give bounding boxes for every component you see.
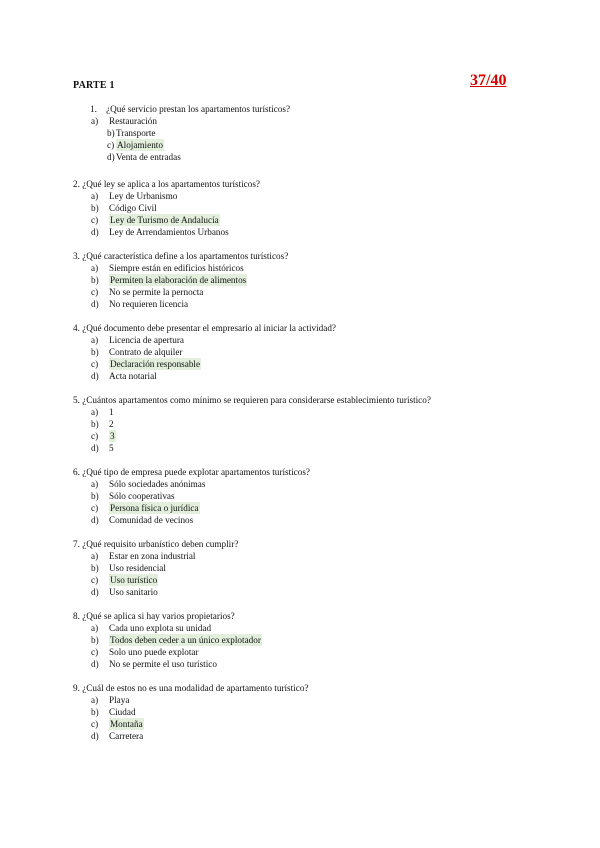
option-text: Siempre están en edificios históricos bbox=[109, 263, 244, 273]
option-text: Acta notarial bbox=[109, 371, 157, 381]
part-heading: PARTE 1 bbox=[73, 80, 115, 91]
question-text bbox=[73, 538, 238, 550]
option-text: Comunidad de vecinos bbox=[109, 515, 194, 525]
option-text: Sólo sociedades anónimas bbox=[109, 479, 206, 489]
option-text: No se permite la pernocta bbox=[109, 287, 204, 297]
option-text: No se permite el uso turístico bbox=[109, 659, 217, 669]
option-label: c) bbox=[91, 359, 99, 369]
option-label: a) bbox=[91, 695, 99, 705]
option-label: c) bbox=[91, 575, 99, 585]
option-text: Uso residencial bbox=[109, 563, 166, 573]
option-label: b) bbox=[91, 275, 99, 285]
option-label: c) bbox=[107, 140, 115, 150]
option-text: Ley de Urbanismo bbox=[109, 191, 178, 201]
option-label: b) bbox=[91, 635, 99, 645]
option-label: c) bbox=[91, 287, 99, 297]
option-label: c) bbox=[91, 647, 99, 657]
question-text bbox=[73, 250, 288, 262]
option-label: d) bbox=[91, 587, 99, 597]
question-prompt: ¿Qué se aplica si hay varios propietarios? bbox=[82, 611, 235, 621]
option-text: Ciudad bbox=[109, 707, 136, 717]
option-text-selected: Ley de Turismo de Andalucía bbox=[110, 215, 219, 225]
question-number: 8. bbox=[73, 611, 80, 621]
option-label: d) bbox=[91, 443, 99, 453]
option-label: a) bbox=[91, 116, 99, 126]
question-text bbox=[73, 466, 310, 478]
option-label: d) bbox=[91, 515, 99, 525]
option-label: d) bbox=[91, 227, 99, 237]
question-number: 4. bbox=[73, 323, 80, 333]
question-number: 5. bbox=[73, 395, 80, 405]
option-label: b) bbox=[91, 203, 99, 213]
option-label: b) bbox=[91, 707, 99, 717]
option-label: d) bbox=[91, 731, 99, 741]
option-label: a) bbox=[91, 191, 99, 201]
option-text: Contrato de alquiler bbox=[109, 347, 183, 357]
option-text: Licencia de apertura bbox=[109, 335, 184, 345]
option-label: b) bbox=[91, 347, 99, 357]
option-label: b) bbox=[91, 491, 99, 501]
option-label: b) bbox=[107, 128, 115, 138]
option-text-selected: Alojamiento bbox=[117, 140, 163, 150]
question-prompt: ¿Qué requisito urbanístico deben cumplir? bbox=[82, 539, 239, 549]
question-text bbox=[73, 682, 309, 694]
question-text bbox=[73, 394, 431, 406]
option-text: 2 bbox=[109, 419, 114, 429]
question-prompt: ¿Cuál de estos no es una modalidad de apartamento turístico? bbox=[82, 683, 309, 693]
option-text: Cada uno explota su unidad bbox=[109, 623, 212, 633]
option-label: d) bbox=[91, 659, 99, 669]
question-prompt: ¿Qué tipo de empresa puede explotar apartamentos turísticos? bbox=[82, 467, 311, 477]
option-text-selected: Permiten la elaboración de alimentos bbox=[110, 275, 247, 285]
option-label: c) bbox=[91, 215, 99, 225]
option-text-selected: Uso turístico bbox=[110, 575, 158, 585]
question-number: 6. bbox=[73, 467, 80, 477]
question-number: 7. bbox=[73, 539, 80, 549]
option-label: b) bbox=[91, 563, 99, 573]
option-text-selected: Montaña bbox=[110, 719, 143, 729]
option-text: Uso sanitario bbox=[109, 587, 158, 597]
option-text: Venta de entradas bbox=[116, 152, 181, 162]
option-label: a) bbox=[91, 335, 99, 345]
option-text: Estar en zona industrial bbox=[109, 551, 196, 561]
option-text-selected: 3 bbox=[110, 431, 115, 441]
option-text-selected: Declaración responsable bbox=[110, 359, 201, 369]
option-text: Ley de Arrendamientos Urbanos bbox=[109, 227, 229, 237]
option-text: Playa bbox=[109, 695, 130, 705]
option-label: d) bbox=[91, 371, 99, 381]
question-number: 9. bbox=[73, 683, 80, 693]
question-text bbox=[73, 610, 235, 622]
option-text: Carretera bbox=[109, 731, 144, 741]
question-prompt: ¿Qué servicio prestan los apartamentos turísticos? bbox=[106, 104, 291, 114]
option-label: a) bbox=[91, 551, 99, 561]
option-text: 1 bbox=[109, 407, 114, 417]
option-label: a) bbox=[91, 479, 99, 489]
question-prompt: ¿Qué ley se aplica a los apartamentos turísticos? bbox=[82, 179, 261, 189]
option-label: a) bbox=[91, 407, 99, 417]
question-number: 3. bbox=[73, 251, 80, 261]
question-text bbox=[90, 103, 290, 115]
question-number: 2. bbox=[73, 179, 80, 189]
question-prompt: ¿Qué característica define a los apartamentos turísticos? bbox=[82, 251, 289, 261]
option-text-selected: Persona física o jurídica bbox=[110, 503, 199, 513]
option-label: c) bbox=[91, 503, 99, 513]
score-display: 37/40 bbox=[470, 72, 507, 89]
option-text: Sólo cooperativas bbox=[109, 491, 175, 501]
option-label: b) bbox=[91, 419, 99, 429]
option-label: c) bbox=[91, 719, 99, 729]
option-text: Solo uno puede explotar bbox=[109, 647, 199, 657]
question-prompt: ¿Cuántos apartamentos como mínimo se requieren para considerarse establecimiento turístico? bbox=[82, 395, 431, 405]
option-text: Transporte bbox=[116, 128, 156, 138]
question-prompt: ¿Qué documento debe presentar el empresario al iniciar la actividad? bbox=[82, 323, 337, 333]
option-text: 5 bbox=[109, 443, 114, 453]
option-text: Código Civil bbox=[109, 203, 157, 213]
question-text bbox=[73, 178, 260, 190]
option-text: Restauración bbox=[109, 116, 157, 126]
option-label: d) bbox=[91, 299, 99, 309]
option-label: d) bbox=[107, 152, 115, 162]
option-label: a) bbox=[91, 263, 99, 273]
option-label: c) bbox=[91, 431, 99, 441]
option-text: No requieren licencia bbox=[109, 299, 189, 309]
question-text bbox=[73, 322, 336, 334]
question-number: 1. bbox=[90, 104, 97, 114]
option-label: a) bbox=[91, 623, 99, 633]
option-text-selected: Todos deben ceder a un único explotador bbox=[110, 635, 261, 645]
